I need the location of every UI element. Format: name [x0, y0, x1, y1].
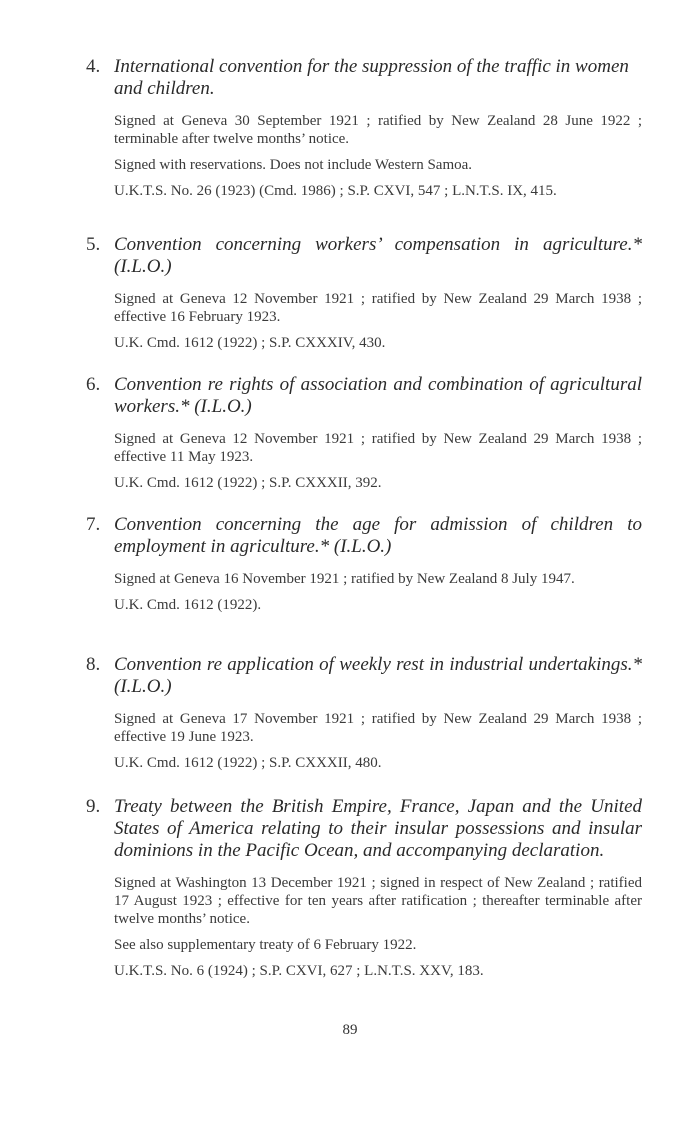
page-number: 89	[342, 1022, 358, 1038]
entry-title: Convention concerning the age for admission of children to employment in agriculture.* (I.L.O.)	[114, 514, 642, 557]
entry-number: 8.	[86, 654, 101, 675]
entry-body	[86, 710, 642, 772]
entry-reference: U.K.T.S. No. 26 (1923) (Cmd. 1986) ; S.P. CXVI, 547 ; L.N.T.S. IX, 415.	[114, 183, 557, 199]
entry-number: 6.	[86, 374, 101, 395]
entry-body	[86, 874, 642, 980]
treaty-entry-7	[86, 514, 642, 614]
treaty-entry-9	[86, 796, 642, 980]
entry-heading	[86, 234, 642, 278]
entry-paragraph: Signed at Geneva 30 September 1921 ; ratified by New Zealand 28 June 1922 ; terminable after twelve months’ notice.	[114, 113, 642, 147]
entry-body	[86, 430, 642, 492]
entry-paragraph: Signed at Geneva 12 November 1921 ; ratified by New Zealand 29 March 1938 ; effective 16 February 1923.	[114, 291, 642, 325]
entry-heading	[86, 56, 642, 100]
treaty-entry-4	[86, 56, 642, 200]
entry-title: Treaty between the British Empire, France, Japan and the United States of America relating to their insular possessions and insular dominions in the Pacific Ocean, and accompanying declaration.	[114, 796, 642, 861]
entry-reference: U.K. Cmd. 1612 (1922).	[114, 597, 262, 613]
treaty-entry-5	[86, 234, 642, 352]
entry-reference: U.K.T.S. No. 6 (1924) ; S.P. CXVI, 627 ; L.N.T.S. XXV, 183.	[114, 963, 484, 979]
entry-body	[86, 290, 642, 352]
entry-reference: U.K. Cmd. 1612 (1922) ; S.P. CXXXII, 392.	[114, 475, 382, 491]
entry-number: 7.	[86, 514, 101, 535]
entry-heading	[86, 514, 642, 558]
entry-heading	[86, 654, 642, 698]
entry-paragraph: Signed with reservations. Does not include Western Samoa.	[114, 157, 473, 173]
entry-heading	[86, 374, 642, 418]
entry-title: Convention concerning workers’ compensation in agriculture.* (I.L.O.)	[114, 234, 642, 277]
entry-title: Convention re rights of association and combination of agricultural workers.* (I.L.O.)	[114, 374, 642, 417]
entry-heading	[86, 796, 642, 862]
entry-paragraph: Signed at Geneva 12 November 1921 ; ratified by New Zealand 29 March 1938 ; effective 11 May 1923.	[114, 431, 642, 465]
entry-paragraph: See also supplementary treaty of 6 February 1922.	[114, 937, 417, 953]
entry-paragraph: Signed at Geneva 17 November 1921 ; ratified by New Zealand 29 March 1938 ; effective 19 June 1923.	[114, 711, 642, 745]
treaty-entry-8	[86, 654, 642, 772]
entry-number: 4.	[86, 56, 101, 77]
entry-paragraph: Signed at Geneva 16 November 1921 ; ratified by New Zealand 8 July 1947.	[114, 571, 575, 587]
entry-title: International convention for the suppression of the traffic in women and children.	[114, 56, 629, 99]
entry-number: 5.	[86, 234, 101, 255]
entry-reference: U.K. Cmd. 1612 (1922) ; S.P. CXXXII, 480.	[114, 755, 382, 771]
entry-paragraph: Signed at Washington 13 December 1921 ; signed in respect of New Zealand ; ratified 17 August 1923 ; effective for ten years after ratification ; thereafter terminable after twelve months’ notice.	[114, 875, 642, 927]
entry-title: Convention re application of weekly rest in industrial undertakings.* (I.L.O.)	[114, 654, 642, 697]
treaty-entry-6	[86, 374, 642, 492]
entry-reference: U.K. Cmd. 1612 (1922) ; S.P. CXXXIV, 430.	[114, 335, 386, 351]
entry-body	[86, 112, 642, 200]
entry-number: 9.	[86, 796, 101, 817]
entry-body	[86, 570, 642, 614]
